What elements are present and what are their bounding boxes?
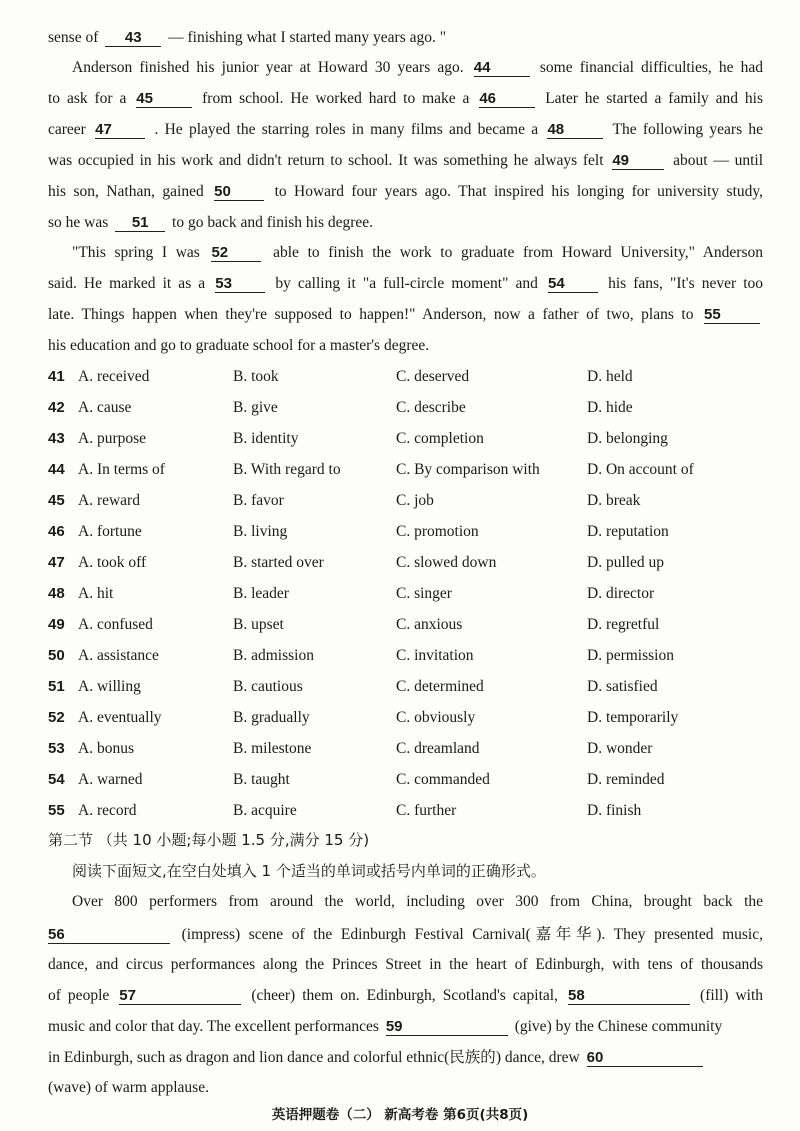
question-number: 51: [48, 678, 65, 695]
text: . He played the starring roles in many films and became a: [154, 121, 539, 138]
text: about — until: [673, 152, 764, 169]
passage1-line-9: [48, 274, 763, 294]
text: by calling it "a full-circle moment" and: [275, 275, 538, 292]
blank-43: 43: [105, 29, 161, 47]
option-a: A. took off: [78, 554, 147, 571]
blank-48: 48: [547, 121, 603, 139]
option-row: [48, 801, 763, 821]
option-c: C. dreamland: [396, 740, 480, 757]
text: said. He marked it as a: [48, 275, 206, 292]
option-a: A. In terms of: [78, 461, 165, 478]
question-number: 41: [48, 368, 65, 385]
blank-45: 45: [136, 90, 192, 108]
passage2-line-4: [48, 986, 763, 1006]
option-a: A. willing: [78, 678, 141, 695]
question-number: 42: [48, 399, 65, 416]
blank-53: 53: [215, 275, 265, 293]
question-number: 50: [48, 647, 65, 664]
blank-55: 55: [704, 306, 760, 324]
text: "This spring I was: [72, 244, 200, 261]
text: to ask for a: [48, 90, 127, 107]
question-number: 44: [48, 461, 65, 478]
option-a: A. record: [78, 802, 137, 819]
option-c: C. describe: [396, 399, 466, 416]
option-d: D. temporarily: [587, 709, 679, 726]
text: to Howard four years ago. That inspired his longing for university study,: [274, 183, 763, 200]
option-c: C. job: [396, 492, 434, 509]
question-number: 52: [48, 709, 65, 726]
text: Over 800 performers from around the world, including over 300 from China, brought back the: [72, 893, 763, 910]
passage2-line-1: [72, 892, 763, 912]
option-row: [48, 522, 763, 542]
blank-56: 56: [48, 926, 170, 944]
option-a: A. hit: [78, 585, 114, 602]
text: Later he started a family and his: [545, 90, 764, 107]
option-c: C. deserved: [396, 368, 470, 385]
page-footer: 英语押题卷（二） 新高考卷 第6页(共8页): [271, 1107, 529, 1123]
blank-49: 49: [612, 152, 664, 170]
blank-44: 44: [474, 59, 530, 77]
option-b: B. identity: [233, 430, 299, 447]
passage1-line-1: [48, 28, 763, 48]
option-b: B. With regard to: [233, 461, 341, 478]
option-c: C. singer: [396, 585, 452, 602]
option-row: [48, 584, 763, 604]
option-d: D. hide: [587, 399, 633, 416]
option-a: A. received: [78, 368, 150, 385]
option-a: A. bonus: [78, 740, 134, 757]
question-number: 46: [48, 523, 65, 540]
option-b: B. gradually: [233, 709, 310, 726]
option-c: C. commanded: [396, 771, 490, 788]
question-number: 45: [48, 492, 65, 509]
passage1-line-10: [48, 305, 763, 325]
option-c: C. obviously: [396, 709, 476, 726]
option-c: C. determined: [396, 678, 484, 695]
option-row: [48, 553, 763, 573]
option-row: [48, 460, 763, 480]
passage2-line-3: [48, 955, 763, 975]
question-number: 55: [48, 802, 65, 819]
option-row: [48, 429, 763, 449]
text: his education and go to graduate school for a master's degree.: [48, 337, 430, 354]
text: to go back and finish his degree.: [172, 214, 374, 231]
passage2-line-7: [48, 1078, 763, 1098]
option-a: A. warned: [78, 771, 143, 788]
option-c: C. promotion: [396, 523, 479, 540]
option-a: A. assistance: [78, 647, 159, 664]
text: some financial difficulties, he had: [539, 59, 764, 76]
option-b: B. give: [233, 399, 278, 416]
text: music and color that day. The excellent performances: [48, 1018, 379, 1035]
option-row: [48, 398, 763, 418]
text: of people: [48, 987, 110, 1004]
option-row: [48, 677, 763, 697]
blank-46: 46: [479, 90, 535, 108]
question-number: 49: [48, 616, 65, 633]
option-a: A. confused: [78, 616, 153, 633]
option-b: B. taught: [233, 771, 290, 788]
passage1-line-8: [72, 243, 763, 263]
blank-50: 50: [214, 183, 264, 201]
text: sense of: [48, 29, 99, 46]
option-row: [48, 739, 763, 759]
text: his son, Nathan, gained: [48, 183, 204, 200]
option-c: C. completion: [396, 430, 484, 447]
option-a: A. reward: [78, 492, 140, 509]
text: late. Things happen when they're supposed to happen!" Anderson, now a father of two, plans to: [48, 306, 694, 323]
option-a: A. eventually: [78, 709, 162, 726]
passage2-line-6: [48, 1048, 763, 1068]
text: able to finish the work to graduate from Howard University," Anderson: [273, 244, 763, 261]
option-d: D. regretful: [587, 616, 660, 633]
section-instruction: 阅读下面短文,在空白处填入 1 个适当的单词或括号内单词的正确形式。: [72, 862, 546, 880]
question-number: 47: [48, 554, 65, 571]
option-c: C. slowed down: [396, 554, 497, 571]
option-d: D. reminded: [587, 771, 665, 788]
option-b: B. cautious: [233, 678, 303, 695]
passage1-line-4: [48, 120, 763, 140]
text: his fans, "It's never too: [608, 275, 763, 292]
text: (wave) of warm applause.: [48, 1079, 209, 1096]
option-b: B. acquire: [233, 802, 297, 819]
blank-58: 58: [568, 987, 690, 1005]
blank-47: 47: [95, 121, 145, 139]
option-a: A. purpose: [78, 430, 147, 447]
option-d: D. wonder: [587, 740, 653, 757]
question-number: 54: [48, 771, 65, 788]
blank-57: 57: [119, 987, 241, 1005]
text: from school. He worked hard to make a: [202, 90, 470, 107]
passage1-line-6: [48, 182, 763, 202]
section-heading: 第二节 （共 10 小题;每小题 1.5 分,满分 15 分): [48, 831, 370, 849]
option-b: B. admission: [233, 647, 314, 664]
text: Anderson finished his junior year at Howard 30 years ago.: [72, 59, 464, 76]
option-d: D. permission: [587, 647, 674, 664]
option-d: D. held: [587, 368, 633, 385]
option-row: [48, 646, 763, 666]
option-d: D. pulled up: [587, 554, 665, 571]
blank-51: 51: [115, 214, 165, 232]
option-b: B. milestone: [233, 740, 312, 757]
blank-54: 54: [548, 275, 598, 293]
option-row: [48, 367, 763, 387]
option-d: D. break: [587, 492, 641, 509]
option-d: D. On account of: [587, 461, 694, 478]
text: in Edinburgh, such as dragon and lion dance and colorful ethnic(民族的) dance, drew: [48, 1049, 580, 1066]
option-c: C. further: [396, 802, 457, 819]
passage2-line-2: [48, 925, 763, 945]
option-b: B. started over: [233, 554, 324, 571]
option-d: D. director: [587, 585, 655, 602]
text: career: [48, 121, 86, 138]
question-number: 48: [48, 585, 65, 602]
passage1-line-11: [48, 336, 763, 356]
option-d: D. satisfied: [587, 678, 658, 695]
blank-60: 60: [587, 1049, 703, 1067]
option-b: B. leader: [233, 585, 289, 602]
option-d: D. reputation: [587, 523, 669, 540]
text: The following years he: [612, 121, 764, 138]
option-b: B. upset: [233, 616, 284, 633]
option-d: D. belonging: [587, 430, 668, 447]
option-row: [48, 491, 763, 511]
blank-59: 59: [386, 1018, 508, 1036]
text: (give) by the Chinese community: [514, 1018, 723, 1035]
option-a: A. fortune: [78, 523, 142, 540]
passage2-line-5: [48, 1017, 763, 1037]
option-row: [48, 708, 763, 728]
option-c: C. By comparison with: [396, 461, 540, 478]
text: (cheer) them on. Edinburgh, Scotland's capital,: [251, 987, 558, 1004]
question-number: 53: [48, 740, 65, 757]
option-c: C. invitation: [396, 647, 474, 664]
passage1-line-3: [48, 89, 763, 109]
passage1-line-5: [48, 151, 763, 171]
text: (impress) scene of the Edinburgh Festival Carnival(嘉年华). They presented music,: [181, 926, 763, 943]
text: dance, and circus performances along the Princes Street in the heart of Edinburgh, with tens of thousands: [48, 956, 763, 973]
option-row: [48, 615, 763, 635]
option-a: A. cause: [78, 399, 132, 416]
option-row: [48, 770, 763, 790]
option-b: B. favor: [233, 492, 284, 509]
text: — finishing what I started many years ago. ": [168, 29, 447, 46]
text: (fill) with: [700, 987, 764, 1004]
passage1-line-2: [72, 58, 763, 78]
blank-52: 52: [211, 244, 261, 262]
option-b: B. living: [233, 523, 288, 540]
text: so he was: [48, 214, 109, 231]
option-d: D. finish: [587, 802, 642, 819]
option-b: B. took: [233, 368, 279, 385]
text: was occupied in his work and didn't return to school. It was something he always felt: [48, 152, 604, 169]
question-number: 43: [48, 430, 65, 447]
passage1-line-7: [48, 213, 763, 233]
option-c: C. anxious: [396, 616, 463, 633]
